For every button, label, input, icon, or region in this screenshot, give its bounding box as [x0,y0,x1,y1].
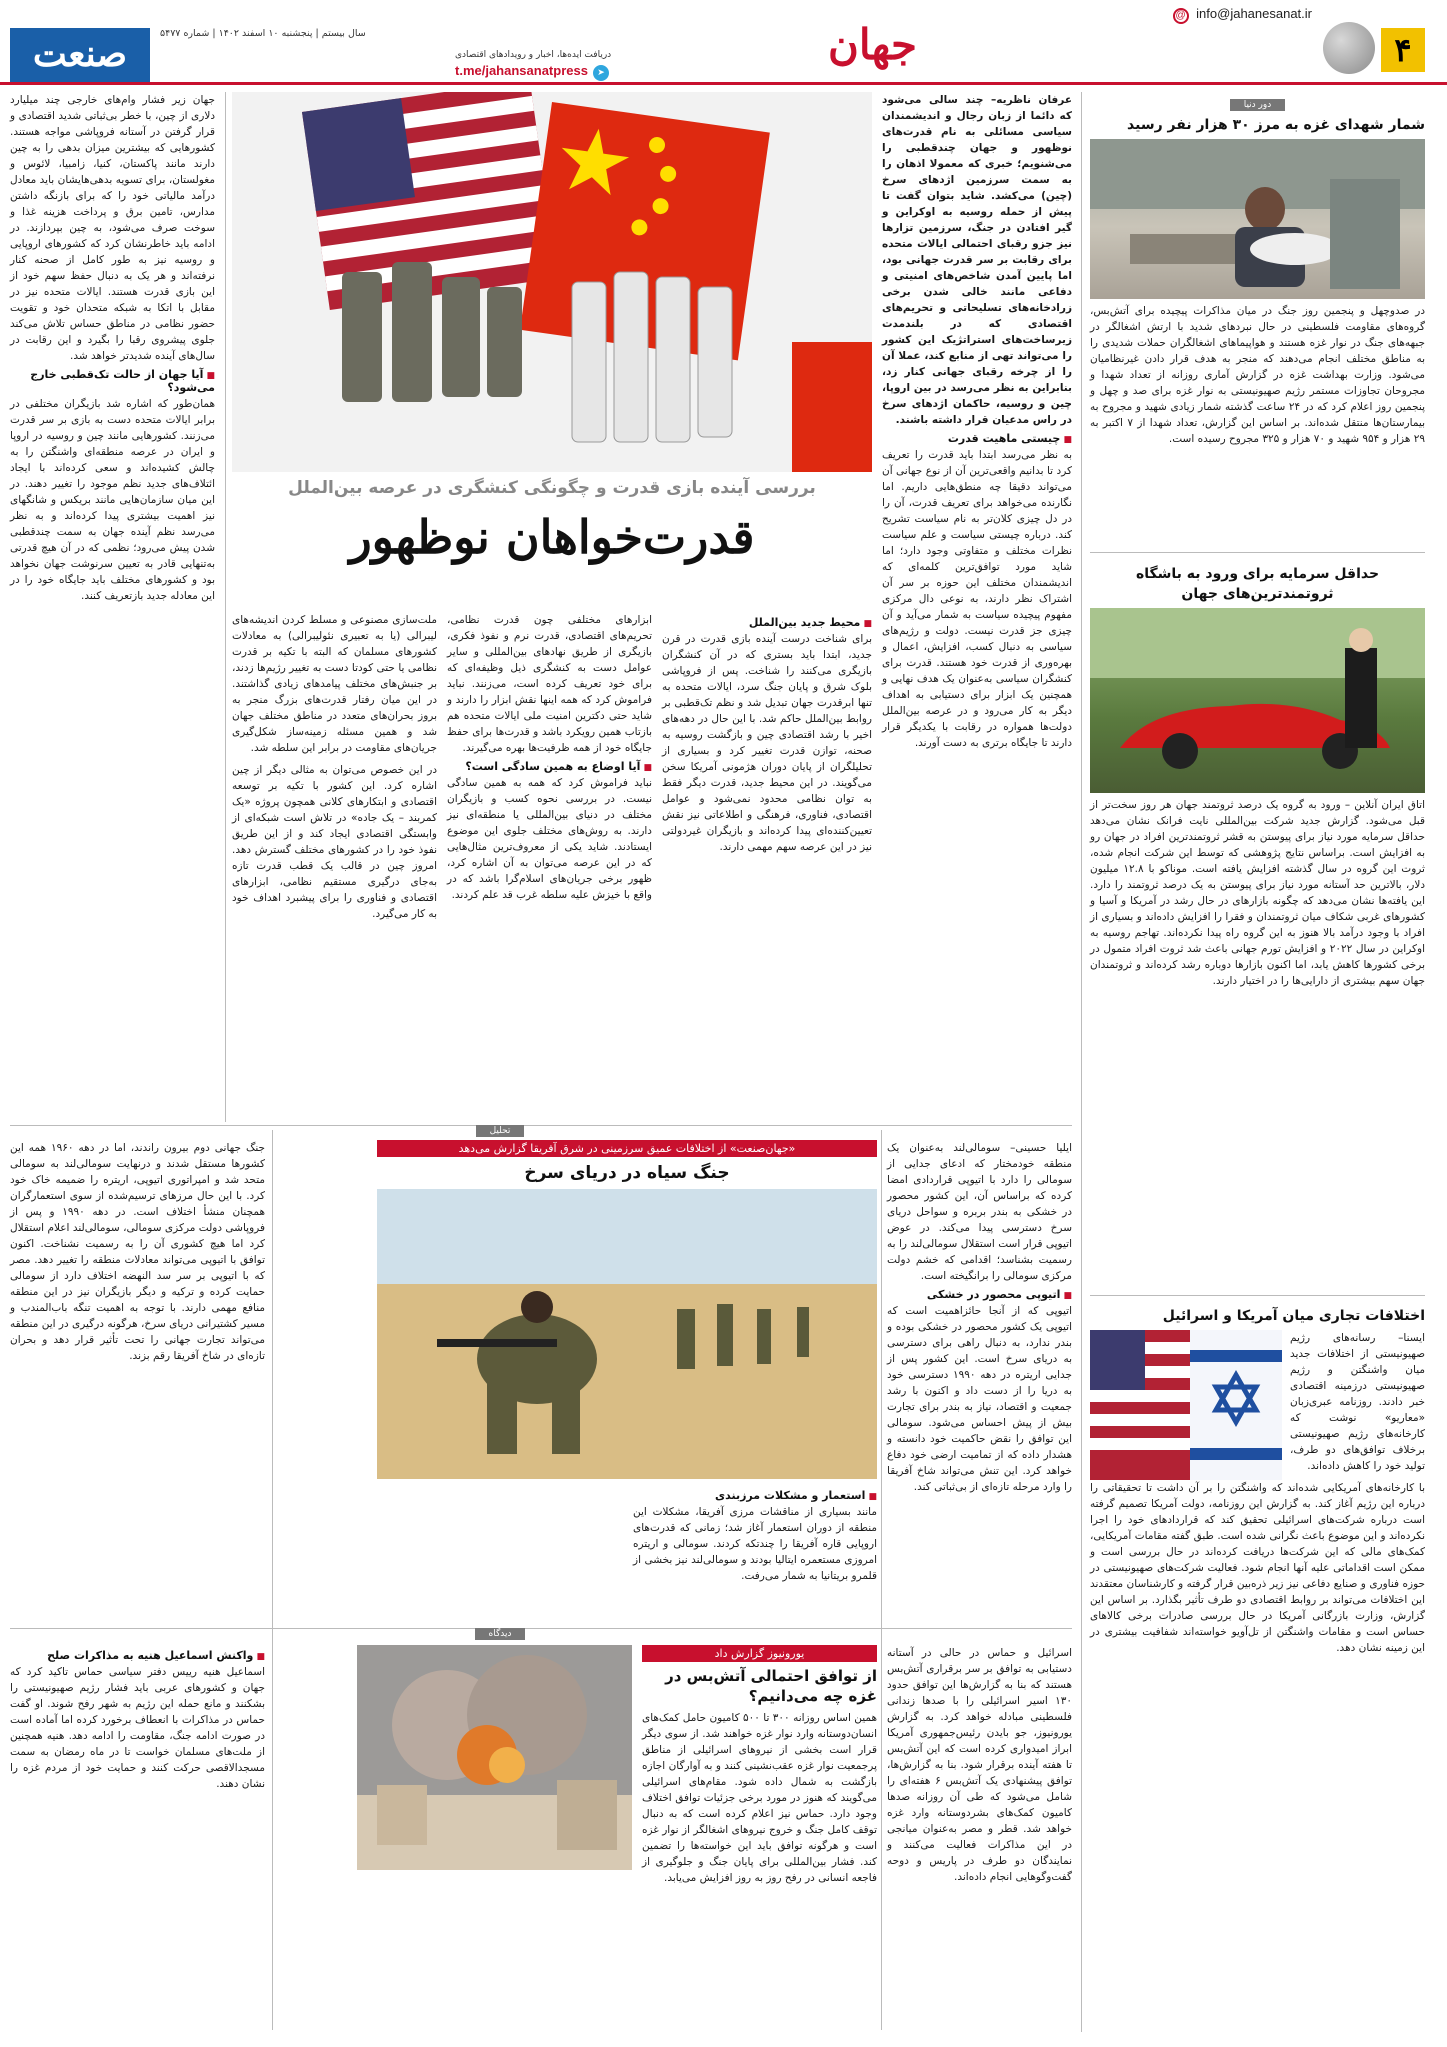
feature-subhead: ■ محیط جدید بین‌الملل [662,616,872,629]
article-body: در صدوچهل و پنجمین روز جنگ در میان مذاکرات پیچیده برای آتش‌بس، گروه‌های مقاومت فلسطینی در حال نبردهای شدید با ارتش اشغالگر در جبهه‌های جنگ در نوار غزه هستند و هواپیماهای اشغالگران حملات شدیدی را به مناطق مختلف انجام می‌دهند که منجر به هدف قرار دادن غیرنظامیان می‌شود. وزارت بهداشت غزه در گزارش آماری روزانه از تعداد شهدا و مجروحان تجاوزات مستمر رژیم صهیونیستی به نوار غزه برای صد و چهل و پنجمین روز اعلام کرد که در ۲۴ ساعت گذشته شمار زیادی شهید و مجروح به بیمارستان‌ها منتقل شده‌اند. بر اساس این گزارش، تعداد شهدا از ۷ اکتبر به ۲۹ هزار و ۹۵۴ شهید و ۷۰ هزار و ۳۲۵ مجروح رسیده است. [1090,305,1425,445]
analysis-col-3 [10,1140,265,1364]
analysis-center [377,1140,877,1584]
feature-col-b [662,612,872,855]
feature-subhead: ■ آیا جهان از حالت تک‌قطبی خارج می‌شود؟ [10,368,215,394]
email-icon: @ [1173,8,1189,24]
analysis-col-2 [633,1485,877,1584]
feature-body: به نظر می‌رسد ابتدا باید قدرت را تعریف کرد تا بدانیم واقعی‌ترین آن از نوع جهانی آن می‌تواند دقیقا چه منطق‌هایی داریم. اما نگارنده می‌خواهد برای تعریف قدرت، آن را در دل چیزی کلان‌تر به نام سیاست تشریح کند. درباره چیستی سیاست و علم سیاست نظرات مختلف و متفاوتی وجود دارد؛ اما شاید مورد توافق‌ترین کلمه‌ای که اندیشمندان مختلف این حوزه بر سر آن اشتراک نظر دارند، به نوعی دال مرکزی مفهوم پیچیده سیاست به شمار می‌آید و آن چیزی جز قدرت نیست. دولت و رژیم‌های سیاسی به دنبال کسب، افزایش، اعمال و بهره‌وری از قدرت خود هستند. قدرت برای کنشگران سیاسی به‌عنوان یک هدف نهایی و همچنین یک ابزار برای دستیابی به اهداف دیگر به کار می‌رود و در عرصه بین‌الملل دولت‌ها همواره در رقابت با یکدیگر قرار دارند تا جایگاه برتری به دست آورند. [882,449,1072,749]
gaza-airstrike-photo [357,1645,632,1870]
ceasefire-kicker: یورونیوز گزارش داد [642,1645,877,1662]
feature-header [232,478,872,564]
telegram-link[interactable]: t.me/jahansanatpress [455,63,588,78]
ceasefire-body: همین اساس روزانه ۳۰۰ تا ۵۰۰ کامیون حامل کمک‌های انسان‌دوستانه وارد نوار غزه خواهند شد. از سوی دیگر قرار است بخشی از نیروهای اسرائیلی از مناطق پرجمعیت نوار غزه عقب‌نشینی کنند و به آوارگان اجازه بازگشت به شمال داده شود. مقام‌های اسرائیلی می‌گویند که هنوز در مورد برخی جزئیات توافق اختلاف وجود دارد. حماس نیز اعلام کرده است که به دنبال توقف کامل جنگ و خروج نیروهای اشغالگر از نوار غزه است و هرگونه توافق باید این خواسته‌ها را تضمین کند. فشار بین‌المللی برای پایان جنگ و جلوگیری از فاجعه انسانی در رفح روز به روز افزایش می‌یابد. [642,1712,878,1884]
divider [1090,552,1425,553]
column-divider [1081,92,1082,2032]
analysis-subhead: ■ استعمار و مشکلات مرزبندی [633,1489,877,1502]
header-rule [0,82,1447,85]
issue-info: سال بیستم | پنجشنبه ۱۰ اسفند ۱۴۰۲ | شماره ۵۴۷۷ [160,28,366,39]
feature-col-e [10,92,215,604]
feature-body: در این خصوص می‌توان به مثالی دیگر از چین اشاره کرد. این کشور با تکیه بر توسعه اقتصادی و ابتکارهای کلانی همچون پروژه «یک کمربند – یک جاده» در تلاش است شبکه‌ای از وابستگی اقتصادی ایجاد کند و از این طریق نفوذ خود را در کشورهای مختلف گسترش دهد. امروز چین در قالب یک قطب قدرت تازه به‌جای درگیری مستقیم نظامی، ابزارهای اقتصادی و فناوری را برای پیشبرد اهداف خود به کار می‌گیرد. [232,764,437,920]
analysis-col-1 [887,1140,1072,1495]
ceasefire-tag-wrap [440,1621,560,1640]
ceasefire-title: از توافق احتمالی آتش‌بس در غزه چه می‌دانیم؟ [665,1667,877,1705]
feature-subhead: ■ چیستی ماهیت قدرت [882,432,1072,445]
sports-car-illustration [1090,608,1425,793]
email-address[interactable]: info@jahanesanat.ir [1196,6,1312,21]
section-tag: دور دنیا [1230,99,1286,111]
feature-headline: قدرت‌خواهان نوظهور [349,510,755,564]
feature-body: جهان زیر فشار وام‌های خارجی چند میلیارد دلاری از چین، با خطر بی‌ثباتی شدید اقتصادی و قرار گرفتن در آستانه فروپاشی مواجه هستند. کشورهایی که بیشترین میزان بدهی را به چین دارند مانند پاکستان، کنیا، زامبیا، لائوس و مغولستان، برای تسویه بدهی‌هایشان باید معادل درآمد مالیاتی خود را که برای بازنگه داشتن مدارس، تامین برق و پرداخت هزینه غذا و سوخت صرف می‌شود، به چین بپردازند. در ادامه باید خاطرنشان کرد که کشورهای اروپایی و روسیه نیز به طور کامل از صحنه کنار نرفته‌اند و هر یک به دنبال حفظ سهم خود از این بازی قدرت هستند. ایالات متحده نیز در مقابل با اتکا به شبکه متحدان خود و تقویت حضور نظامی در مناطق حساس تلاش می‌کند جلوی پیشروی رقبا را بگیرد و این رقابت در سال‌های آینده شدیدتر خواهد شد. [10,94,215,362]
section-title: جهان [828,20,917,69]
ferrari-photo [1090,608,1425,793]
analysis-body: مانند بسیاری از مناقشات مرزی آفریقا، مشکلات این منطقه از دوران استعمار آغاز شد؛ زمانی که قدرت‌های اروپایی قاره آفریقا را چندتکه کردند. سومالی و اریتره امروزی مستعمره ایتالیا بودند و سومالی‌لند نیز بخشی از قلمرو بریتانیا به شمار می‌رفت. [633,1506,877,1582]
hamas-reaction-article [10,1645,265,1792]
page-number-badge: ۴ [1381,28,1425,72]
analysis-tag-wrap [440,1118,560,1137]
page-header [0,0,1447,80]
feature-body: نباید فراموش کرد که همه به همین سادگی نیست. در بررسی نحوه کسب و بازیگران مختلف در دنیای بین‌المللی یا منطقه‌ای نیز دارند. به روش‌های مختلف جلوی این موضوع ایستادند. شاید یکی از معروف‌ترین مثال‌هایی که در این عرصه می‌توان به آن اشاره کرد، ظهور برخی جریان‌های اسلام‌گرا باشد که در واقع با خیزش علیه سلطه غرب قد علم کردند. [447,777,652,901]
feature-body: ملت‌سازی مصنوعی و مسلط کردن اندیشه‌های لیبرالی (یا به تعبیری نئولیبرالی) به معادلات کشورهای مسلمان که البته با تکیه بر قدرت نظامی یا حتی کودتا دست به تغییر رژیم‌ها زدند، بر جنبش‌های مختلف پیامدهای زیادی گذاشتند. در این میان رفتار قدرت‌های بزرگ منجر به بروز بحران‌های متعدد در مناطق مختلف جهان شد و همین مسئله زمینه‌ساز شکل‌گیری جریان‌های مقاومت در برابر این سلطه شد. [232,614,437,754]
masthead-logo: صنعت [10,28,150,82]
feature-col-c [447,612,652,903]
section-tag: تحلیل [476,1125,525,1137]
feature-body: ابزارهای مختلفی چون قدرت نظامی، تحریم‌های اقتصادی، قدرت نرم و نفوذ فکری، بازیگری از طریق نهادهای بین‌المللی و سایر عوامل دست به کنشگری ذیل وظیفه‌ای که برای خود تعریف کرده است، می‌زنند. نباید فراموش کرد که همه اینها نقش ابزار را دارند و شاید حتی دکترین امنیت ملی ایالات متحده هم بازتاب همین رویکرد باشد و قدرت‌ها برای حفظ جایگاه خود از همه ظرفیت‌ها بهره می‌گیرند. [447,614,652,754]
ceasefire-col-right [887,1645,1072,1885]
analysis-kicker: «جهان‌صنعت» از اختلافات عمیق سرزمینی در شرق آفریقا گزارش می‌دهد [377,1140,877,1157]
article-body: اتاق ایران آنلاین – ورود به گروه یک درصد ثروتمند جهان هر روز سخت‌تر از قبل می‌شود. گزارش جدید شرکت بین‌المللی نایت فرانک نشان می‌دهد حداقل سرمایه مورد نیاز برای پیوستن به قشر ثروتمندترین افراد در جهان رو به افزایش است. براساس نتایج پژوهشی که توسط این شرکت انجام شده، ثروت این گروه در سال گذشته افزایش یافته است. موناکو با ۱۲.۸ میلیون دلار، بالاترین حد آستانه مورد نیاز برای پیوستن به یک درصد ثروتمند را دارد. این یافته‌ها نشان می‌دهد که چگونه بازارهای در حال رشد در آمریکا و آسیا و کشورهای غربی شکاف میان ثروتمندان و فقرا را افزایش داده‌اند و بسیاری از افراد با وجود درآمد بالا هنوز به این گروه راه پیدا نکرده‌اند. تهاجم روسیه به اوکراین در سال ۲۰۲۲ و افزایش تورم جهانی باعث شد ثروت افراد متمول در برخی کشورها کاهش یابد، اما اکنون بازارها دوباره رشد کرده‌اند و ثروتمندان جهان سهم بیشتری از دارایی‌ها را در اختیار دارند. [1090,799,1425,987]
telegram-icon: ➤ [593,65,609,81]
feature-photo [232,92,872,472]
article-lead: ایسنا– رسانه‌های رژیم صهیونیستی از اختلافات جدید میان واشنگتن و رژیم صهیونیستی درزمینه اقتصادی خبر دادند. روزنامه عبری‌زبان «معاریو» نوشت که کارخانه‌های رژیم صهیونیستی برخلاف توافق‌های دو طرف، تولید خود را کاهش داده‌اند. [1290,1332,1425,1472]
airstrike-illustration [357,1645,632,1870]
flags-photo [1090,1330,1282,1480]
article-title: حداقل سرمایه برای ورود به باشگاه ثروتمندترین‌های جهان [1135,566,1380,602]
analysis-col-2b [377,1485,621,1584]
analysis-body: جنگ جهانی دوم بیرون راندند، اما در دهه ۱۹۶۰ همه این کشورها مستقل شدند و درنهایت سومالی‌لند به سومالی متحد شد و امپراتوری اتیوپی، اریتره را ضمیمه خاک خود کرد. با این حال مرزهای ترسیم‌شده از سوی استعمارگران همچنان منشأ اختلاف است. در دهه ۱۹۹۰ و پس از فروپاشی دولت مرکزی سومالی، سومالی‌لند اعلام استقلال کرد اما هیچ کشوری آن را به رسمیت نشناخت. اکنون توافق با اتیوپی می‌تواند معادلات منطقه را تغییر دهد. مصر که با اتیوپی بر سر سد النهضه اختلاف دارد از سومالی حمایت کرده و ترکیه و دیگر بازیگران نیز در این منطقه منافع مهمی دارند. با توجه به اهمیت تنگه باب‌المندب و مسیر کشتیرانی دریای سرخ، هرگونه درگیری در این منطقه می‌تواند تجارت جهانی را تحت تأثیر قرار دهد و بحران تازه‌ای در شاخ آفریقا رقم بزند. [10,1142,265,1362]
wealth-club-article [1090,560,1425,989]
us-china-soldiers-illustration [232,92,872,472]
soldier-illustration [377,1189,877,1479]
column-divider [272,1130,273,2030]
feature-body: همان‌طور که اشاره شد بازیگران مختلفی در برابر ایالات متحده دست به بازی بر سر قدرت می‌زنند. کشورهایی مانند چین و روسیه در اروپا و ایران در عرصه منطقه‌ای واشنگتن را به چالش کشیده‌اند و سعی کرده‌اند با ایجاد ائتلاف‌های جدید نظم موجود را تغییر دهند. در این میان سازمان‌هایی مانند بریکس و شانگهای نیز اهمیت بیشتری پیدا کرده‌اند و به نظر می‌رسد نظم آینده جهان به سمت چندقطبی شدن پیش می‌رود؛ نظمی که در آن هیچ قدرتی به‌تنهایی قادر به تعیین سرنوشت جهان نخواهد بود و کشورهای مختلف باید جایگاه خود را در این معادله جدید بازتعریف کنند. [10,398,215,602]
analysis-body: ایلیا حسینی– سومالی‌لند به‌عنوان یک منطقه خودمختار که ادعای جدایی از سومالی را دارد با اتیوپی قراردادی امضا کرده که براساس آن، این کشور محصور در خشکی به بندر بربره و سواحل دریای سرخ دسترسی پیدا می‌کند. در عوض اتیوپی قرار است استقلال سومالی‌لند را به رسمیت بشناسد؛ اقدامی که خشم دولت مرکزی سومالی را برانگیخته است. [887,1142,1072,1282]
divider [1090,1295,1425,1296]
article-title: شمار شهدای غزه به مرز ۳۰ هزار نفر رسید [1127,117,1425,133]
telegram-label: دریافت ایده‌ها، اخبار و رویدادهای اقتصادی [455,50,612,60]
analysis-title: جنگ سیاه در دریای سرخ [524,1163,730,1183]
article-body: اسماعیل هنیه رییس دفتر سیاسی حماس تاکید کرد که جهان و کشورهای عربی باید فشار رژیم صهیونیستی را بشکنند و مانع حمله این رژیم به شهر رفح شوند. او گفت حماس در مذاکرات با انعطاف برخورد کرده اما آماده است در صورت ادامه جنگ، مقاومت را ادامه دهد. هنیه همچنین از ملت‌های مسلمان خواست تا در ماه رمضان به سمت مسجدالاقصی حرکت کنند و حمایت خود از مردم غزه را نشان دهند. [10,1666,265,1790]
ceasefire-body: اسرائیل و حماس در حالی در آستانه دستیابی به توافق بر سر برقراری آتش‌بس هستند که بنا به گزارش‌ها این توافق حدود ۱۳۰ اسیر اسرائیلی را با صدها زندانی فلسطینی مبادله خواهد کرد. به گزارش یورونیوز، جو بایدن رئیس‌جمهوری آمریکا ابراز امیدواری کرده است که این آتش‌بس تا هفته آینده برقرار شود. بنا به گزارش‌ها، توافق پیشنهادی یک آتش‌بس ۶ هفته‌ای را شامل می‌شود که طی آن روزانه صدها کامیون کمک‌های بشردوستانه وارد غزه خواهد شد. قطر و مصر به‌عنوان میانجی در این مذاکرات فعالیت می‌کنند و نمایندگان دو طرف در پاریس و دوحه گفت‌وگوهایی انجام داده‌اند. [887,1647,1072,1883]
globe-icon [1323,22,1375,74]
analysis-body: اتیوپی که از آنجا حائزاهمیت است که اتیوپی یک کشور محصور در خشکی بوده و بندر ندارد، به دنبال راهی برای دسترسی به دریای سرخ است. این کشور پس از جدایی اریتره در دهه ۱۹۹۰ دسترسی خود به دریا را از دست داد و اکنون با رشد جمعیت و اقتصاد، نیاز به بندر برای تجارت بیش از پیش احساس می‌شود. سومالی این توافق را نقض حاکمیت خود دانسته و هشدار داده که از تمامیت ارضی خود دفاع خواهد کرد. این تنش می‌تواند شاخ آفریقا را وارد مرحله تازه‌ای از بی‌ثباتی کند. [887,1305,1072,1493]
section-tag: دیدگاه [475,1628,526,1640]
feature-intro: عرفان ناظریه– چند سالی می‌شود که دائما از زبان رجال و اندیشمندان سیاسی مسائلی به نام قدرت‌های نوظهور و جهان چندقطبی را می‌شنویم؛ خبری که معمولا اذهان را به سمت سرزمین اژدهای سرخ (چین) می‌کشد. شاید بتوان گفت تا پیش از حمله روسیه به اوکراین و گیر افتادن در جنگ، سرزمین تزارها نیز جزو رقبای احتمالی ایالات متحده برای رقابت بر سر قدرت جهانی بود، اما پایین آمدن شاخص‌های امنیتی و دفاعی مانند خالی شدن برخی زرادخانه‌های تسلیحاتی و تحریم‌های اقتصادی که در بلندمدت زیرساخت‌های استراتژیک این کشور را می‌تواند تهی از منابع کند، عملا آن را از چرخه رقبای جهانی کنار زد، بنابراین به نظر می‌رسد در بین اروپا، چین و روسیه، حاکمان اژدهای سرخ در راس مدعیان قرار داشته باشند. [882,94,1072,426]
trade-dispute-article [1090,1302,1425,1656]
column-divider [225,92,226,1122]
telegram-promo[interactable] [455,50,645,81]
ceasefire-center [357,1645,877,1886]
analysis-subhead: ■ اتیوپی محصور در خشکی [887,1288,1072,1301]
gaza-toll-article [1090,92,1425,447]
mourner-illustration [1090,139,1425,299]
article-body: با کارخانه‌های آمریکایی شده‌اند که واشنگتن را بر آن داشت تا تحقیقاتی را درباره این رژیم آغاز کند. به گزارش این روزنامه، دولت آمریکا تصمیم گرفته است درباره شرکت‌های اسرائیلی تحقیق کند که قراردادهای خود را اجرا نکرده‌اند و این موضوع باعث نگرانی شده است. طبق گفته مقامات آمریکایی، کمک‌های مالی که این شرکت‌ها دریافت کرده‌اند در حال بررسی است و ممکن است اقداماتی علیه آنها انجام شود. فعالیت شرکت‌های صهیونیستی در حوزه فناوری و صنایع دفاعی نیز زیر ذره‌بین قرار گرفته و کارشناسان معتقدند این اختلافات می‌تواند بر روابط اقتصادی دو طرف تأثیر بگذارد. بر اساس این گزارش، وزارت بازرگانی آمریکا در حال بررسی صادرات برخی کالاهای حساس است و مقامات واشنگتن از تل‌آویو خواسته‌اند شفافیت بیشتری در این زمینه نشان دهد. [1090,1482,1425,1654]
feature-subhead: ■ آیا اوضاع به همین سادگی است؟ [447,760,652,773]
article-title: ■ واکنش اسماعیل هنیه به مذاکرات صلح [10,1649,265,1662]
feature-body: برای شناخت درست آینده بازی قدرت در قرن جدید، ابتدا باید بستری که در آن کنشگران بازیگری می‌کنند را شناخت. پس از فروپاشی بلوک شرق و پایان جنگ سرد، ایالات متحده به تنها ابرقدرت جهان تبدیل شد و نظم تک‌قطبی بر روابط بین‌الملل حاکم شد. با این حال در دهه‌های اخیر با رشد اقتصادی چین و بازگشت روسیه به صحنه، توازن قدرت تغییر کرد و بسیاری از تحلیلگران از پایان دوران هژمونی آمریکا سخن می‌گویند. در این محیط جدید، قدرت دیگر فقط به توان نظامی محدود نمی‌شود و عوامل اقتصادی، فناوری، فرهنگی و اطلاعاتی نیز نقش تعیین‌کننده‌ای پیدا کرده‌اند و بازیگران غیردولتی نیز در این عرصه سهم مهمی دارند. [662,633,872,853]
article-title: اختلافات تجاری میان آمریکا و اسرائیل [1162,1308,1425,1324]
gaza-photo [1090,139,1425,299]
feature-col-d [232,612,437,922]
column-divider [881,1130,882,2030]
email-contact[interactable] [1173,6,1312,24]
feature-kicker: بررسی آینده بازی قدرت و چگونگی کنشگری در عرصه بین‌الملل [288,478,816,498]
us-israel-flags [1090,1330,1282,1480]
feature-col-a [882,92,1072,751]
ceasefire-col-mid [642,1645,877,1886]
soldiers-desert-photo [377,1189,877,1479]
